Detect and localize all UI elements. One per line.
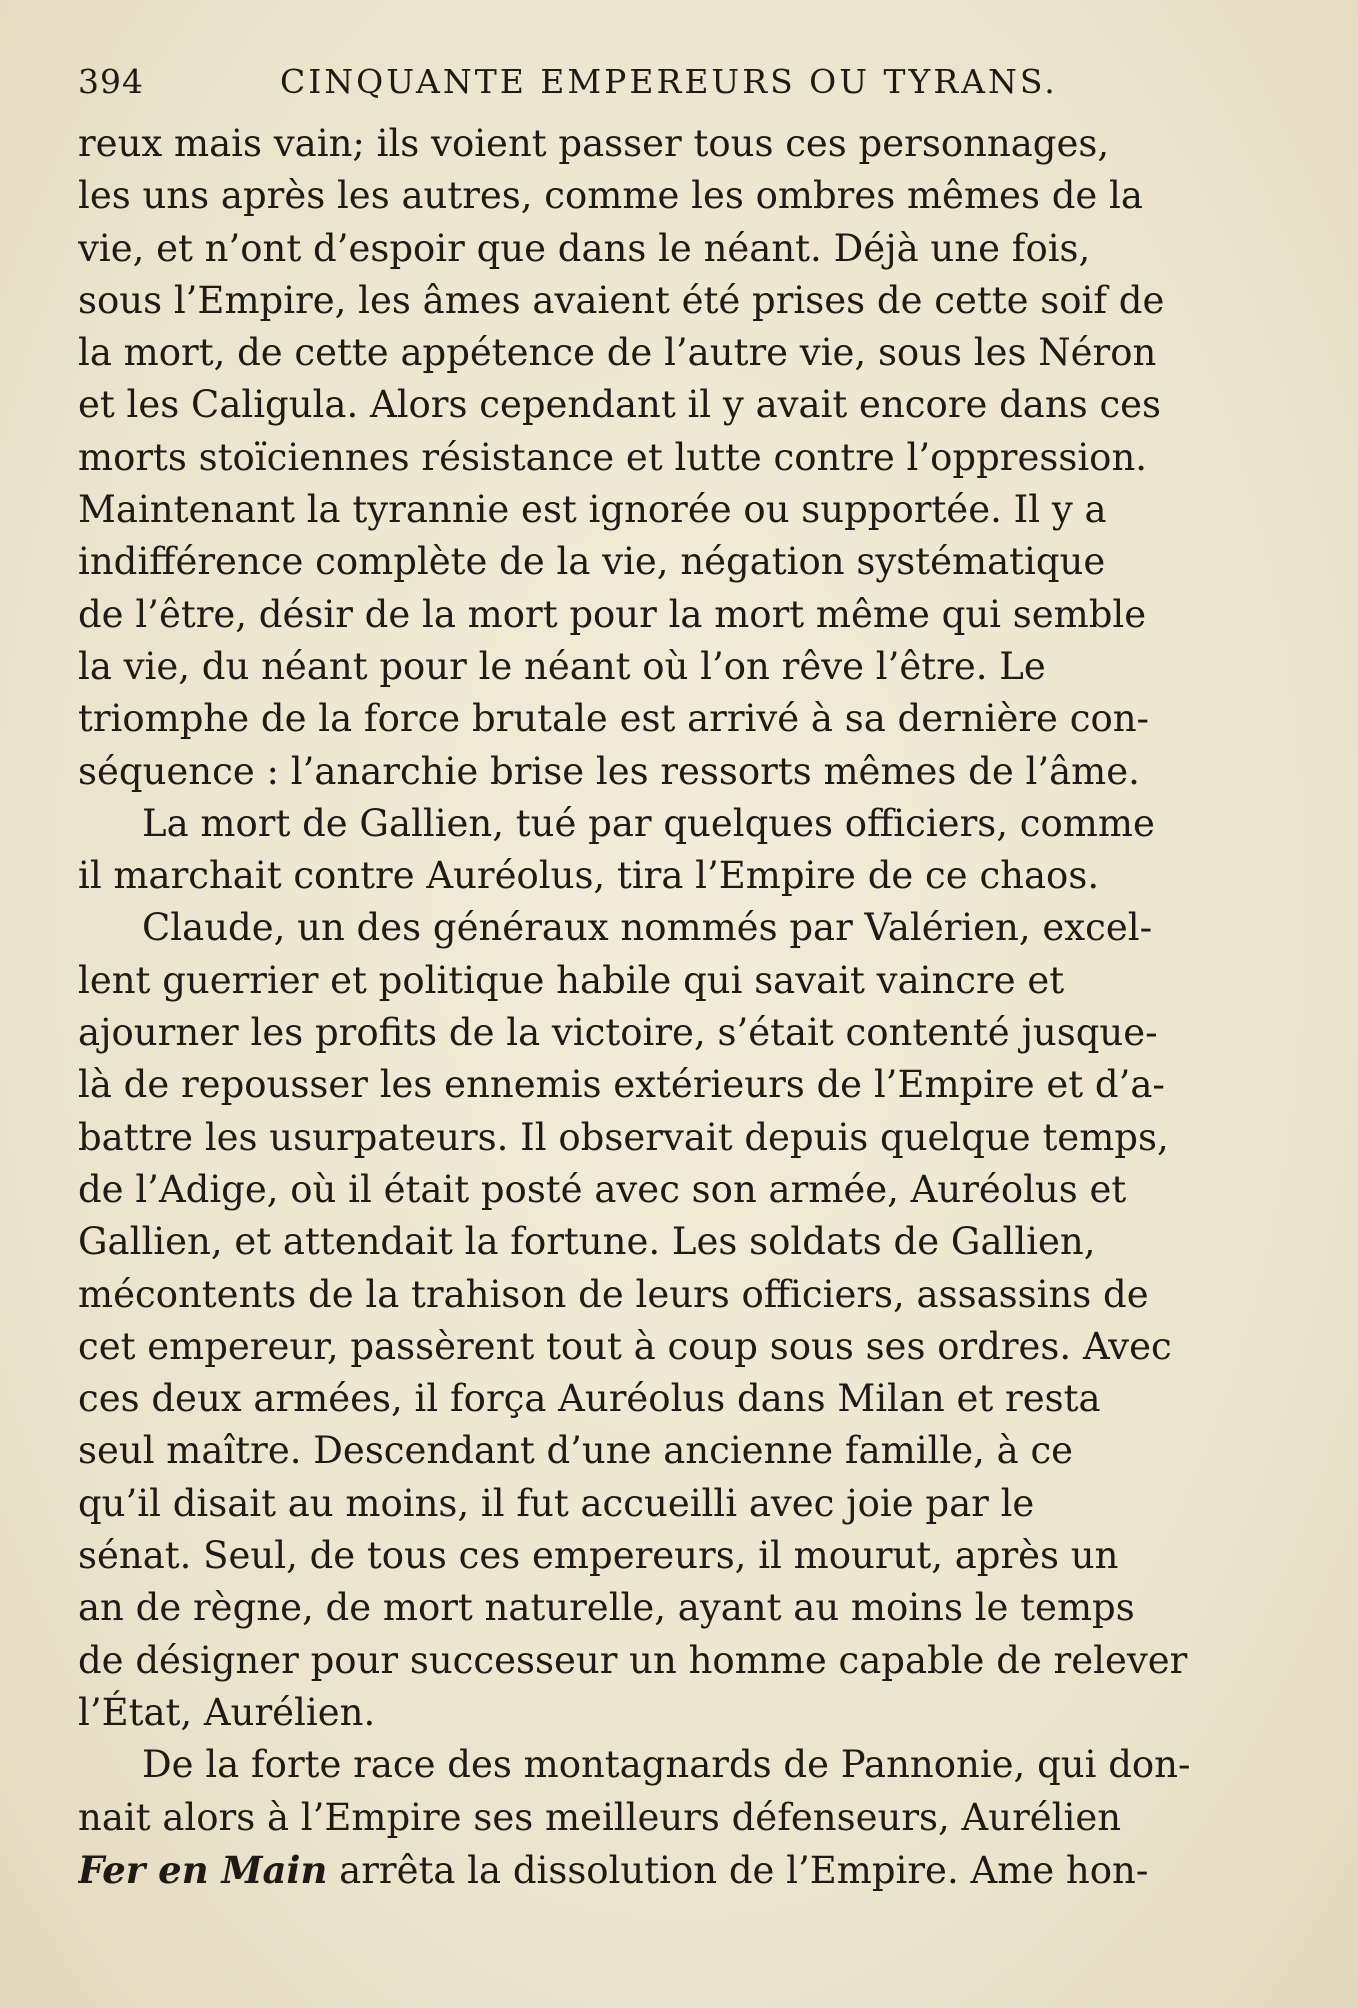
text-line: morts stoïciennes résistance et lutte contre l’oppression. [78,435,1148,479]
text-line: sous l’Empire, les âmes avaient été prises de cette soif de [78,278,1165,322]
text-line: mécontents de la trahison de leurs officiers, assassins de [78,1272,1149,1316]
text-line: il marchait contre Auréolus, tira l’Empire de ce chaos. [78,854,1100,898]
text-line: an de règne, de mort naturelle, ayant au moins le temps [78,1586,1135,1630]
italic-phrase: Fer en Main [78,1847,328,1892]
text-line: nait alors à l’Empire ses meilleurs défenseurs, Aurélien [78,1795,1122,1839]
text-line: de l’être, désir de la mort pour la mort même qui semble [78,592,1147,636]
text-line: là de repousser les ennemis extérieurs de l’Empire et d’a- [78,1063,1165,1107]
text-line: ajourner les profits de la victoire, s’était contenté jusque- [78,1011,1158,1055]
text-line-last [78,1844,1258,1896]
text-line: l’État, Aurélien. [78,1690,376,1734]
paragraph-first-line: De la forte race des montagnards de Pannonie, qui don- [142,1743,1191,1787]
text-line: et les Caligula. Alors cependant il y avait encore dans ces [78,383,1162,427]
text-line: de l’Adige, où il était posté avec son armée, Auréolus et [78,1167,1127,1211]
page-header [78,58,1058,108]
page-number: 394 [78,62,144,101]
text-line: triomphe de la force brutale est arrivé à sa dernière con- [78,697,1150,741]
paragraph-first-line: Claude, un des généraux nommés par Valérien, excel- [142,906,1153,950]
text-line: battre les usurpateurs. Il observait depuis quelque temps, [78,1115,1169,1159]
paragraph-first-line: La mort de Gallien, tué par quelques officiers, comme [142,801,1155,845]
running-title: CINQUANTE EMPEREURS OU TYRANS. [280,62,1058,101]
text-line: cet empereur, passèrent tout à coup sous ses ordres. Avec [78,1324,1172,1368]
text-line: Gallien, et attendait la fortune. Les soldats de Gallien, [78,1220,1096,1264]
text-line: la mort, de cette appétence de l’autre vie, sous les Néron [78,331,1157,375]
text-line: sénat. Seul, de tous ces empereurs, il mourut, après un [78,1534,1119,1578]
text-line: la vie, du néant pour le néant où l’on rêve l’être. Le [78,644,1046,688]
text-line: séquence : l’anarchie brise les ressorts mêmes de l’âme. [78,749,1140,793]
text-line: lent guerrier et politique habile qui savait vaincre et [78,958,1065,1002]
text-line: de désigner pour successeur un homme capable de relever [78,1638,1188,1682]
text-line: qu’il disait au moins, il fut accueilli avec joie par le [78,1481,1035,1525]
text-line: les uns après les autres, comme les ombres mêmes de la [78,174,1143,218]
text-line: indifférence complète de la vie, négation systématique [78,540,1106,584]
text-line: reux mais vain; ils voient passer tous ces personnages, [78,122,1110,165]
page-body [78,118,1258,1896]
text-line: ces deux armées, il força Auréolus dans Milan et resta [78,1377,1101,1421]
text-line: vie, et n’ont d’espoir que dans le néant. Déjà une fois, [78,226,1091,270]
text-line: Maintenant la tyrannie est ignorée ou supportée. Il y a [78,488,1107,532]
text-line-rest: arrêta la dissolution de l’Empire. Ame hon- [339,1848,1149,1892]
text-line: seul maître. Descendant d’une ancienne famille, à ce [78,1429,1074,1473]
